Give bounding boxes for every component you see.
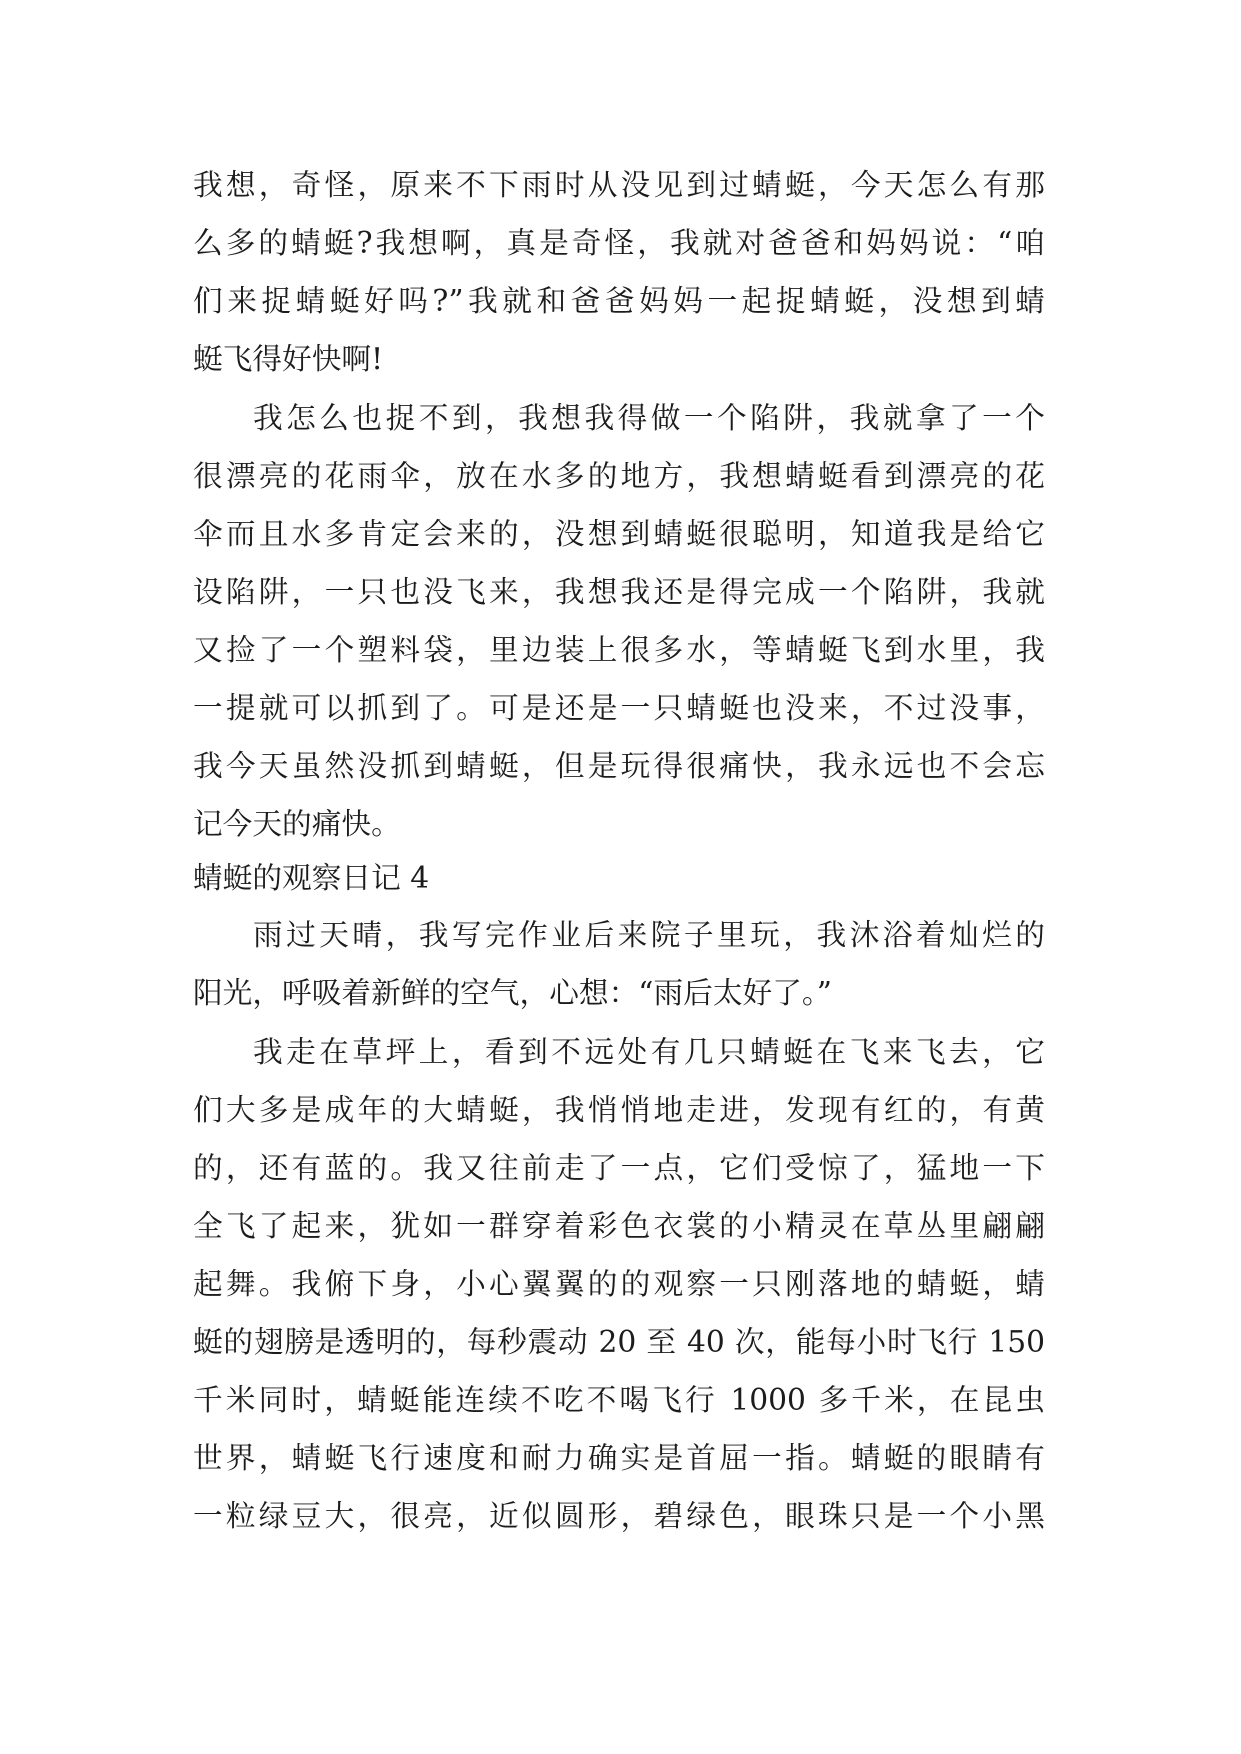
text-line: 全飞了起来，犹如一群穿着彩色衣裳的小精灵在草丛里翩翩 xyxy=(193,1209,1045,1244)
text-line: 蜓飞得好快啊! xyxy=(193,342,384,377)
text-line: 一粒绿豆大，很亮，近似圆形，碧绿色，眼珠只是一个小黑 xyxy=(193,1499,1045,1534)
text-line: 设陷阱，一只也没飞来，我想我还是得完成一个陷阱，我就 xyxy=(193,575,1045,610)
text-line: 起舞。我俯下身，小心翼翼的的观察一只刚落地的蜻蜓，蜻 xyxy=(193,1267,1045,1302)
text-line: 么多的蜻蜓?我想啊，真是奇怪，我就对爸爸和妈妈说：“咱 xyxy=(193,226,1045,261)
text-line: 千米同时，蜻蜓能连续不吃不喝飞行 1000 多千米，在昆虫 xyxy=(193,1383,1045,1418)
text-line: 们来捉蜻蜓好吗?”我就和爸爸妈妈一起捉蜻蜓，没想到蜻 xyxy=(193,284,1045,319)
text-line: 伞而且水多肯定会来的，没想到蜻蜓很聪明，知道我是给它 xyxy=(193,517,1045,552)
text-line: 阳光，呼吸着新鲜的空气，心想：“雨后太好了。” xyxy=(193,976,832,1011)
text-line: 我走在草坪上，看到不远处有几只蜻蜓在飞来飞去，它 xyxy=(253,1035,1045,1070)
text-line: 世界，蜻蜓飞行速度和耐力确实是首屈一指。蜻蜓的眼睛有 xyxy=(193,1441,1045,1476)
text-line: 又捡了一个塑料袋，里边装上很多水，等蜻蜓飞到水里，我 xyxy=(193,633,1045,668)
section-heading: 蜻蜓的观察日记 4 xyxy=(193,861,430,896)
text-line: 一提就可以抓到了。可是还是一只蜻蜓也没来，不过没事， xyxy=(193,691,1045,726)
text-line: 们大多是成年的大蜻蜓，我悄悄地走进，发现有红的，有黄 xyxy=(193,1093,1045,1128)
text-line: 我怎么也捉不到，我想我得做一个陷阱，我就拿了一个 xyxy=(253,401,1045,436)
text-line: 记今天的痛快。 xyxy=(193,807,401,842)
text-line: 很漂亮的花雨伞，放在水多的地方，我想蜻蜓看到漂亮的花 xyxy=(193,459,1045,494)
text-line: 我今天虽然没抓到蜻蜓，但是玩得很痛快，我永远也不会忘 xyxy=(193,749,1045,784)
text-line: 蜓的翅膀是透明的，每秒震动 20 至 40 次，能每小时飞行 150 xyxy=(193,1325,1045,1360)
text-line: 的，还有蓝的。我又往前走了一点，它们受惊了，猛地一下 xyxy=(193,1151,1045,1186)
text-line: 雨过天晴，我写完作业后来院子里玩，我沐浴着灿烂的 xyxy=(253,918,1045,953)
text-line: 我想，奇怪，原来不下雨时从没见到过蜻蜓，今天怎么有那 xyxy=(193,168,1045,203)
